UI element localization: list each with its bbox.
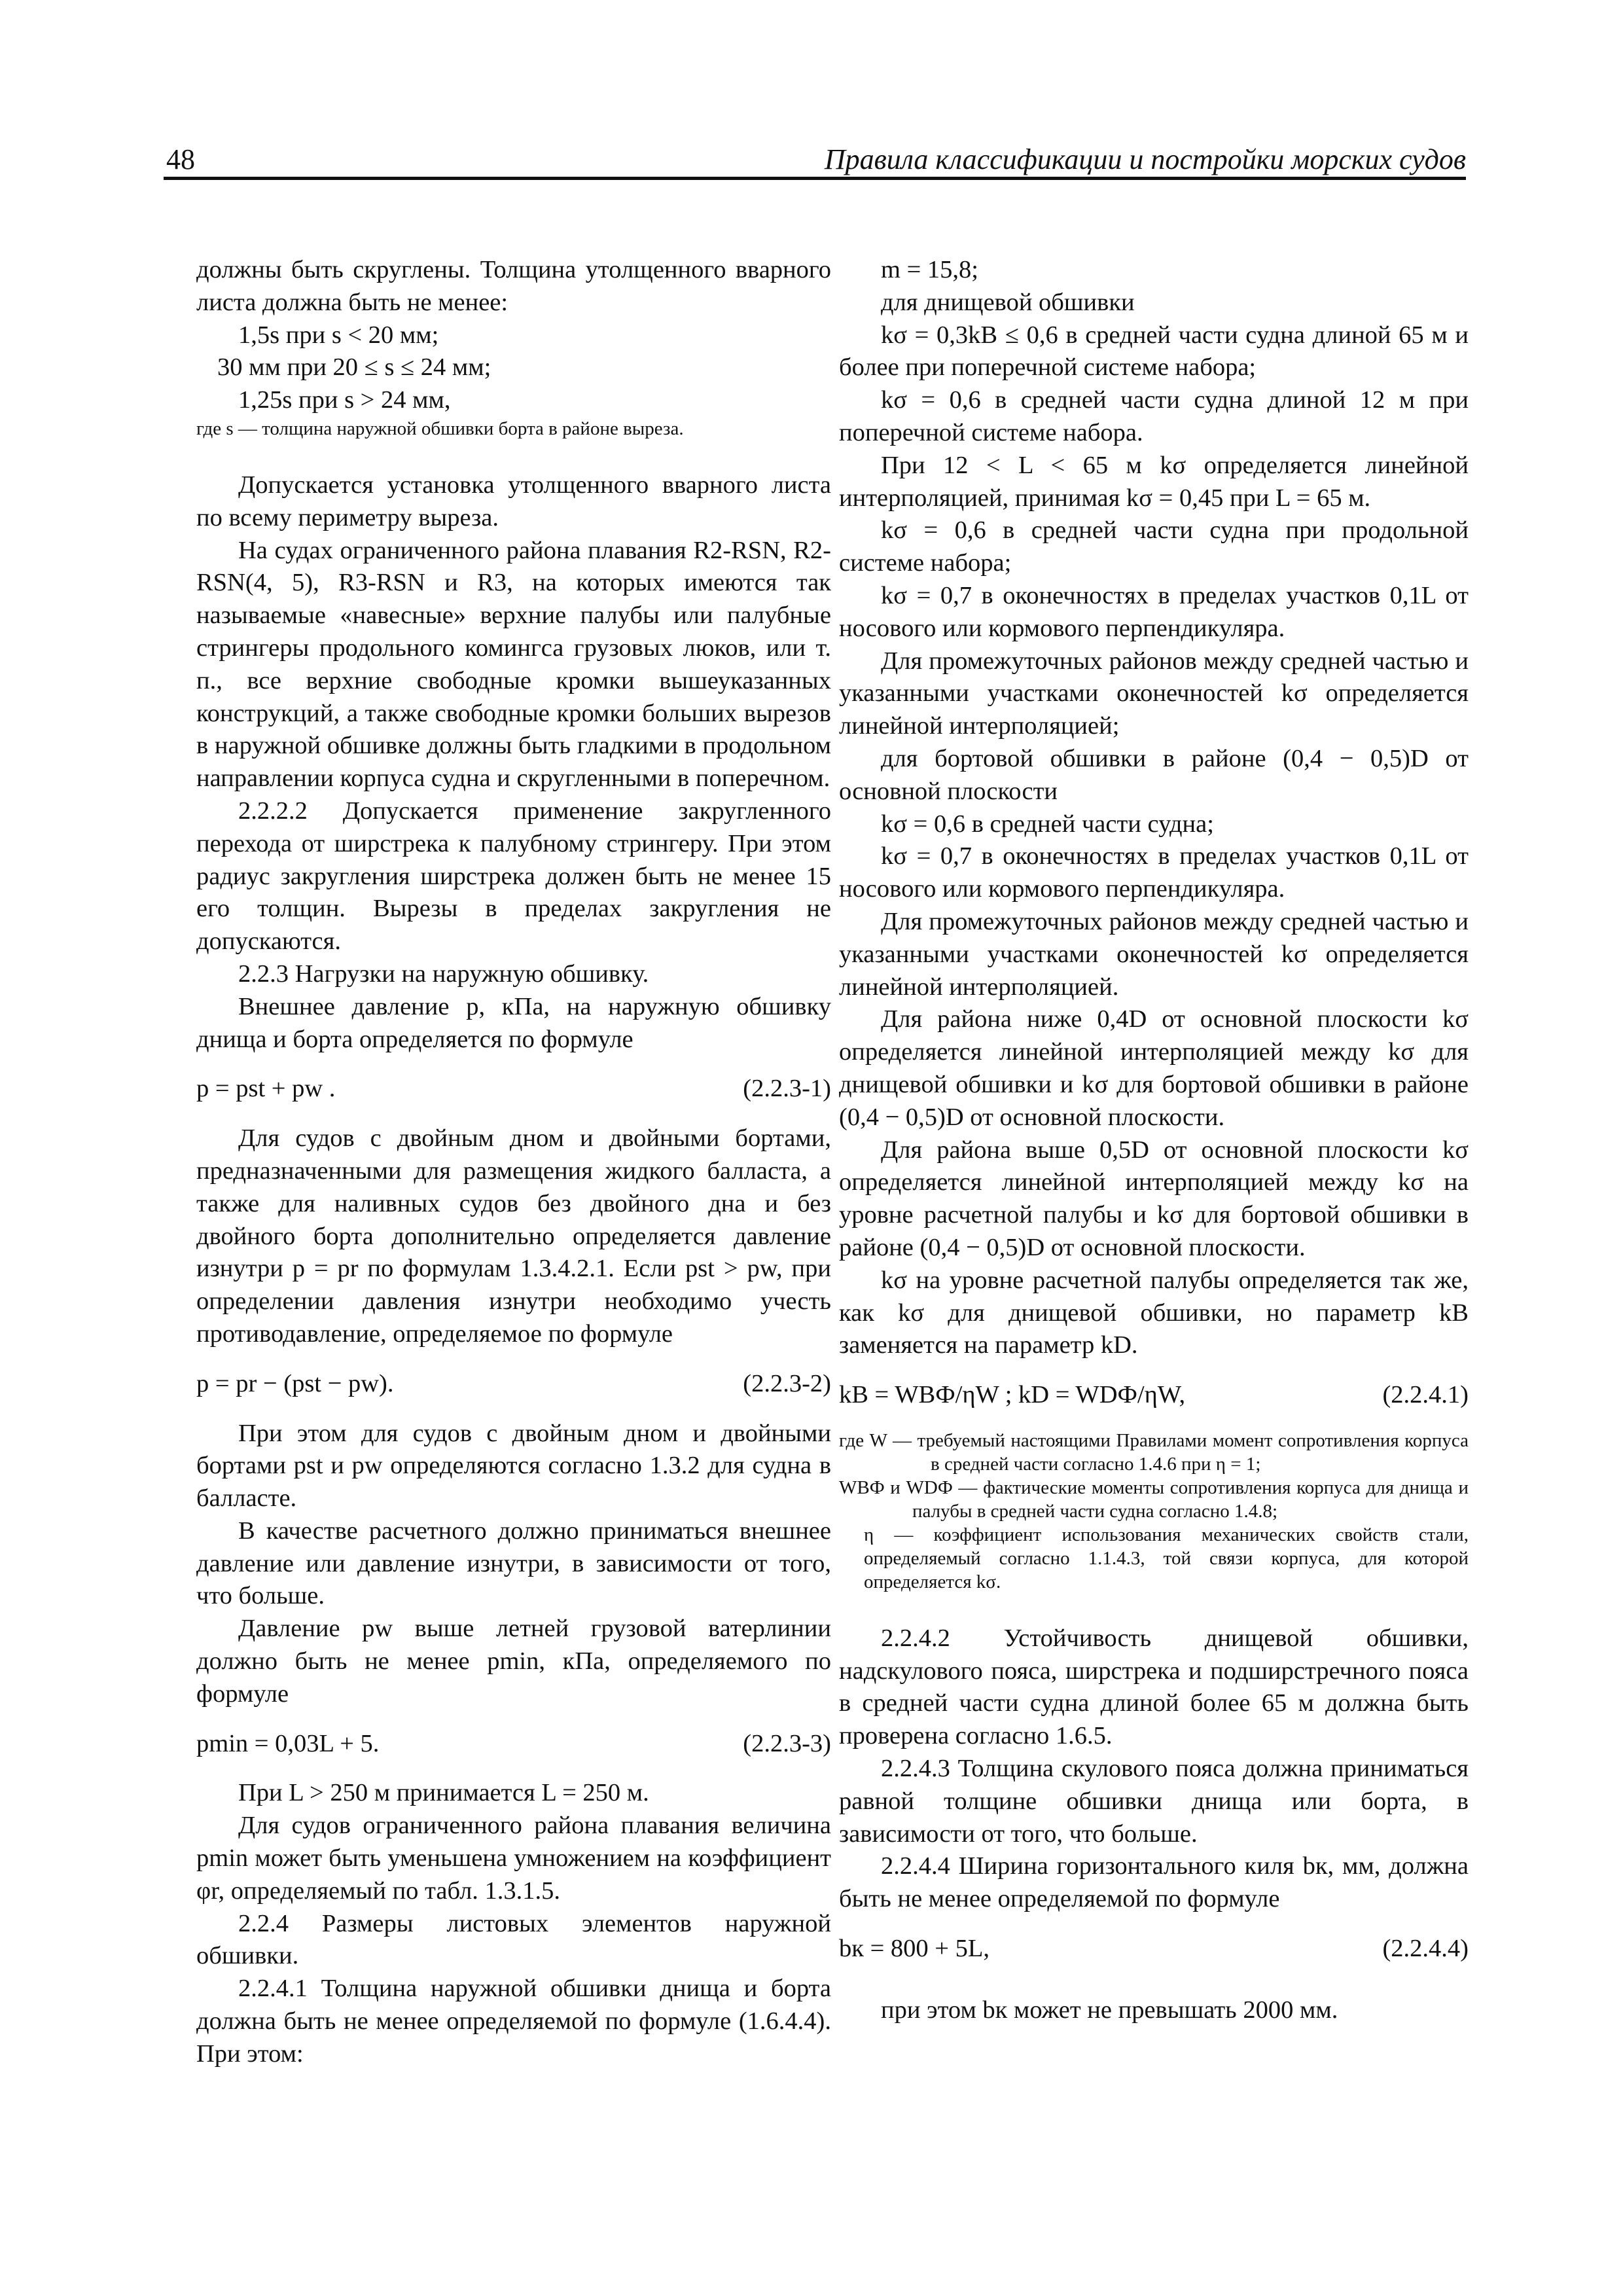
paragraph: 2.2.2.2 Допускается применение закругленного перехода от ширстрека к палубному стрингеру. При этом радиус закругления ширстрека должен быть не менее 15 его толщин. Вырезы в пределах закругления не допускаются. (196, 797, 831, 956)
paragraph: Для промежуточных районов между средней частью и указанными участками оконечностей kσ определяется линейной интерполяцией; (839, 647, 1469, 740)
paragraph: Для судов с двойным дном и двойными бортами, предназначенными для размещения жидкого балласта, а также для наливных судов без двойного дна и без двойного борта дополнительно определяется давление изнутри p = pr по формулам 1.3.4.2.1. Если pst > pw, при определении давления изнутри необходимо учесть противодавление, определяемое по формуле (196, 1124, 831, 1348)
equation-number: (2.2.3-1) (743, 1075, 831, 1103)
paragraph: Давление pw выше летней грузовой ватерлинии должно быть не менее pmin, кПа, определяемого по формуле (196, 1615, 831, 1708)
page-header (164, 143, 1466, 181)
paragraph: kσ = 0,6 в средней части судна при продольной системе набора; (839, 516, 1469, 577)
condition-line: 30 мм при 20 ≤ s ≤ 24 мм; (217, 353, 491, 382)
paragraph: kσ = 0,7 в оконечностях в пределах участков 0,1L от носового или кормового перпендикуляра. (839, 842, 1469, 903)
paragraph: При L > 250 м принимается L = 250 м. (238, 1779, 649, 1807)
equation-number: (2.2.4.1) (1382, 1381, 1469, 1409)
equation-number: (2.2.3-2) (743, 1369, 831, 1397)
equation-text: pmin = 0,03L + 5. (196, 1729, 380, 1757)
condition-line: 1,5s при s < 20 мм; (238, 321, 439, 349)
legend-item: WBФ и WDФ — фактические моменты сопротивления корпуса для днища и палубы в средней части судна согласно 1.4.8; (839, 1477, 1469, 1522)
equation-text: p = pst + pw . (196, 1075, 336, 1103)
paragraph: 2.2.4.4 Ширина горизонтального киля bк, мм, должна быть не менее определяемой по формуле (839, 1852, 1469, 1913)
equation-number: (2.2.3-3) (743, 1729, 831, 1757)
paragraph: для днищевой обшивки (881, 288, 1135, 316)
equation (196, 1073, 831, 1105)
paragraph: Для района выше 0,5D от основной плоскости kσ определяется линейной интерполяцией между kσ на уровне расчетной палубы и kσ для бортовой обшивки в районе (0,4 − 0,5)D от основной плоскости. (839, 1136, 1469, 1261)
left-column (196, 254, 831, 2071)
equation (839, 1379, 1469, 1412)
equation-text: kB = WBФ/ηW ; kD = WDФ/ηW, (839, 1381, 1186, 1409)
paragraph: Для судов ограниченного района плавания величина pmin может быть уменьшена умножением на коэффициент φr, определяемый по табл. 1.3.1.5. (196, 1812, 831, 1905)
equation (196, 1728, 831, 1761)
paragraph: В качестве расчетного должно приниматься внешнее давление или давление изнутри, в зависимости от того, что больше. (196, 1516, 831, 1610)
section-heading: 2.2.4 Размеры листовых элементов наружной обшивки. (196, 1909, 831, 1970)
paragraph: kσ на уровне расчетной палубы определяется так же, как kσ для днищевой обшивки, но параметр kB заменяется на параметр kD. (839, 1266, 1469, 1359)
paragraph: для бортовой обшивки в районе (0,4 − 0,5)D от основной плоскости (839, 744, 1469, 805)
paragraph: kσ = 0,3kB ≤ 0,6 в средней части судна длиной 65 м и более при поперечной системе набора; (839, 321, 1469, 382)
paragraph: должны быть скруглены. Толщина утолщенного вварного листа должна быть не менее: (196, 256, 831, 316)
legend-item: η — коэффициент использования механических свойств стали, определяемый согласно 1.1.4.3, той связи корпуса, для которой определяется kσ. (864, 1524, 1469, 1592)
running-title: Правила классификации и постройки морских судов (824, 143, 1466, 175)
paragraph: при этом bк может не превышать 2000 мм. (881, 1996, 1338, 2024)
paragraph: 2.2.4.3 Толщина скулового пояса должна приниматься равной толщине обшивки днища или борта, в зависимости от того, что больше. (839, 1755, 1469, 1848)
paragraph: При 12 < L < 65 м kσ определяется линейной интерполяцией, принимая kσ = 0,45 при L = 65 м. (839, 451, 1469, 512)
paragraph: На судах ограниченного района плавания R2-RSN, R2-RSN(4, 5), R3-RSN и R3, на которых имеются так называемые «навесные» верхние палубы или палубные стрингеры продольного комингса грузовых люков, или т. п., все верхние свободные кромки вышеуказанных конструкций, а также свободные кромки больших вырезов в наружной обшивке должны быть гладкими в продольном направлении корпуса судна и скругленными в поперечном. (196, 536, 831, 793)
condition-line: 1,25s при s > 24 мм, (238, 386, 451, 414)
section-heading: 2.2.3 Нагрузки на наружную обшивку. (238, 960, 649, 988)
page-number: 48 (166, 143, 195, 175)
paragraph: Допускается установка утолщенного вварного листа по всему периметру выреза. (196, 471, 831, 531)
paragraph: 2.2.4.1 Толщина наружной обшивки днища и борта должна быть не менее определяемой по формуле (1.6.4.4). При этом: (196, 1975, 831, 2068)
paragraph: kσ = 0,6 в средней части судна длиной 12 м при поперечной системе набора. (839, 386, 1469, 446)
paragraph: Внешнее давление p, кПа, на наружную обшивку днища и борта определяется по формуле (196, 992, 831, 1053)
right-column (839, 254, 1469, 2027)
legend-item: где W — требуемый настоящими Правилами момент сопротивления корпуса в средней части согласно 1.4.6 при η = 1; (839, 1429, 1469, 1475)
paragraph: Для промежуточных районов между средней частью и указанными участками оконечностей kσ определяется линейной интерполяцией. (839, 907, 1469, 1001)
paragraph: m = 15,8; (881, 256, 978, 283)
equation-number: (2.2.4.4) (1382, 1935, 1469, 1963)
paragraph: 2.2.4.2 Устойчивость днищевой обшивки, надскулового пояса, ширстрека и подширстречного пояса в средней части судна длиной более 65 м должна быть проверена согласно 1.6.5. (839, 1624, 1469, 1750)
paragraph: kσ = 0,7 в оконечностях в пределах участков 0,1L от носового или кормового перпендикуляра. (839, 581, 1469, 642)
header-rule (164, 177, 1466, 180)
paragraph: kσ = 0,6 в средней части судна; (881, 810, 1214, 838)
equation-text: p = pr − (pst − pw). (196, 1369, 394, 1397)
equation-text: bк = 800 + 5L, (839, 1935, 990, 1963)
paragraph: При этом для судов с двойным дном и двойными бортами pst и pw определяются согласно 1.3.2 для судна в балласте. (196, 1419, 831, 1513)
note: где s — толщина наружной обшивки борта в районе выреза. (196, 418, 684, 439)
equation (196, 1368, 831, 1401)
equation (839, 1933, 1469, 1965)
paragraph: Для района ниже 0,4D от основной плоскости kσ определяется линейной интерполяцией между kσ для днищевой обшивки и kσ для бортовой обшивки в районе (0,4 − 0,5)D от основной плоскости. (839, 1005, 1469, 1131)
